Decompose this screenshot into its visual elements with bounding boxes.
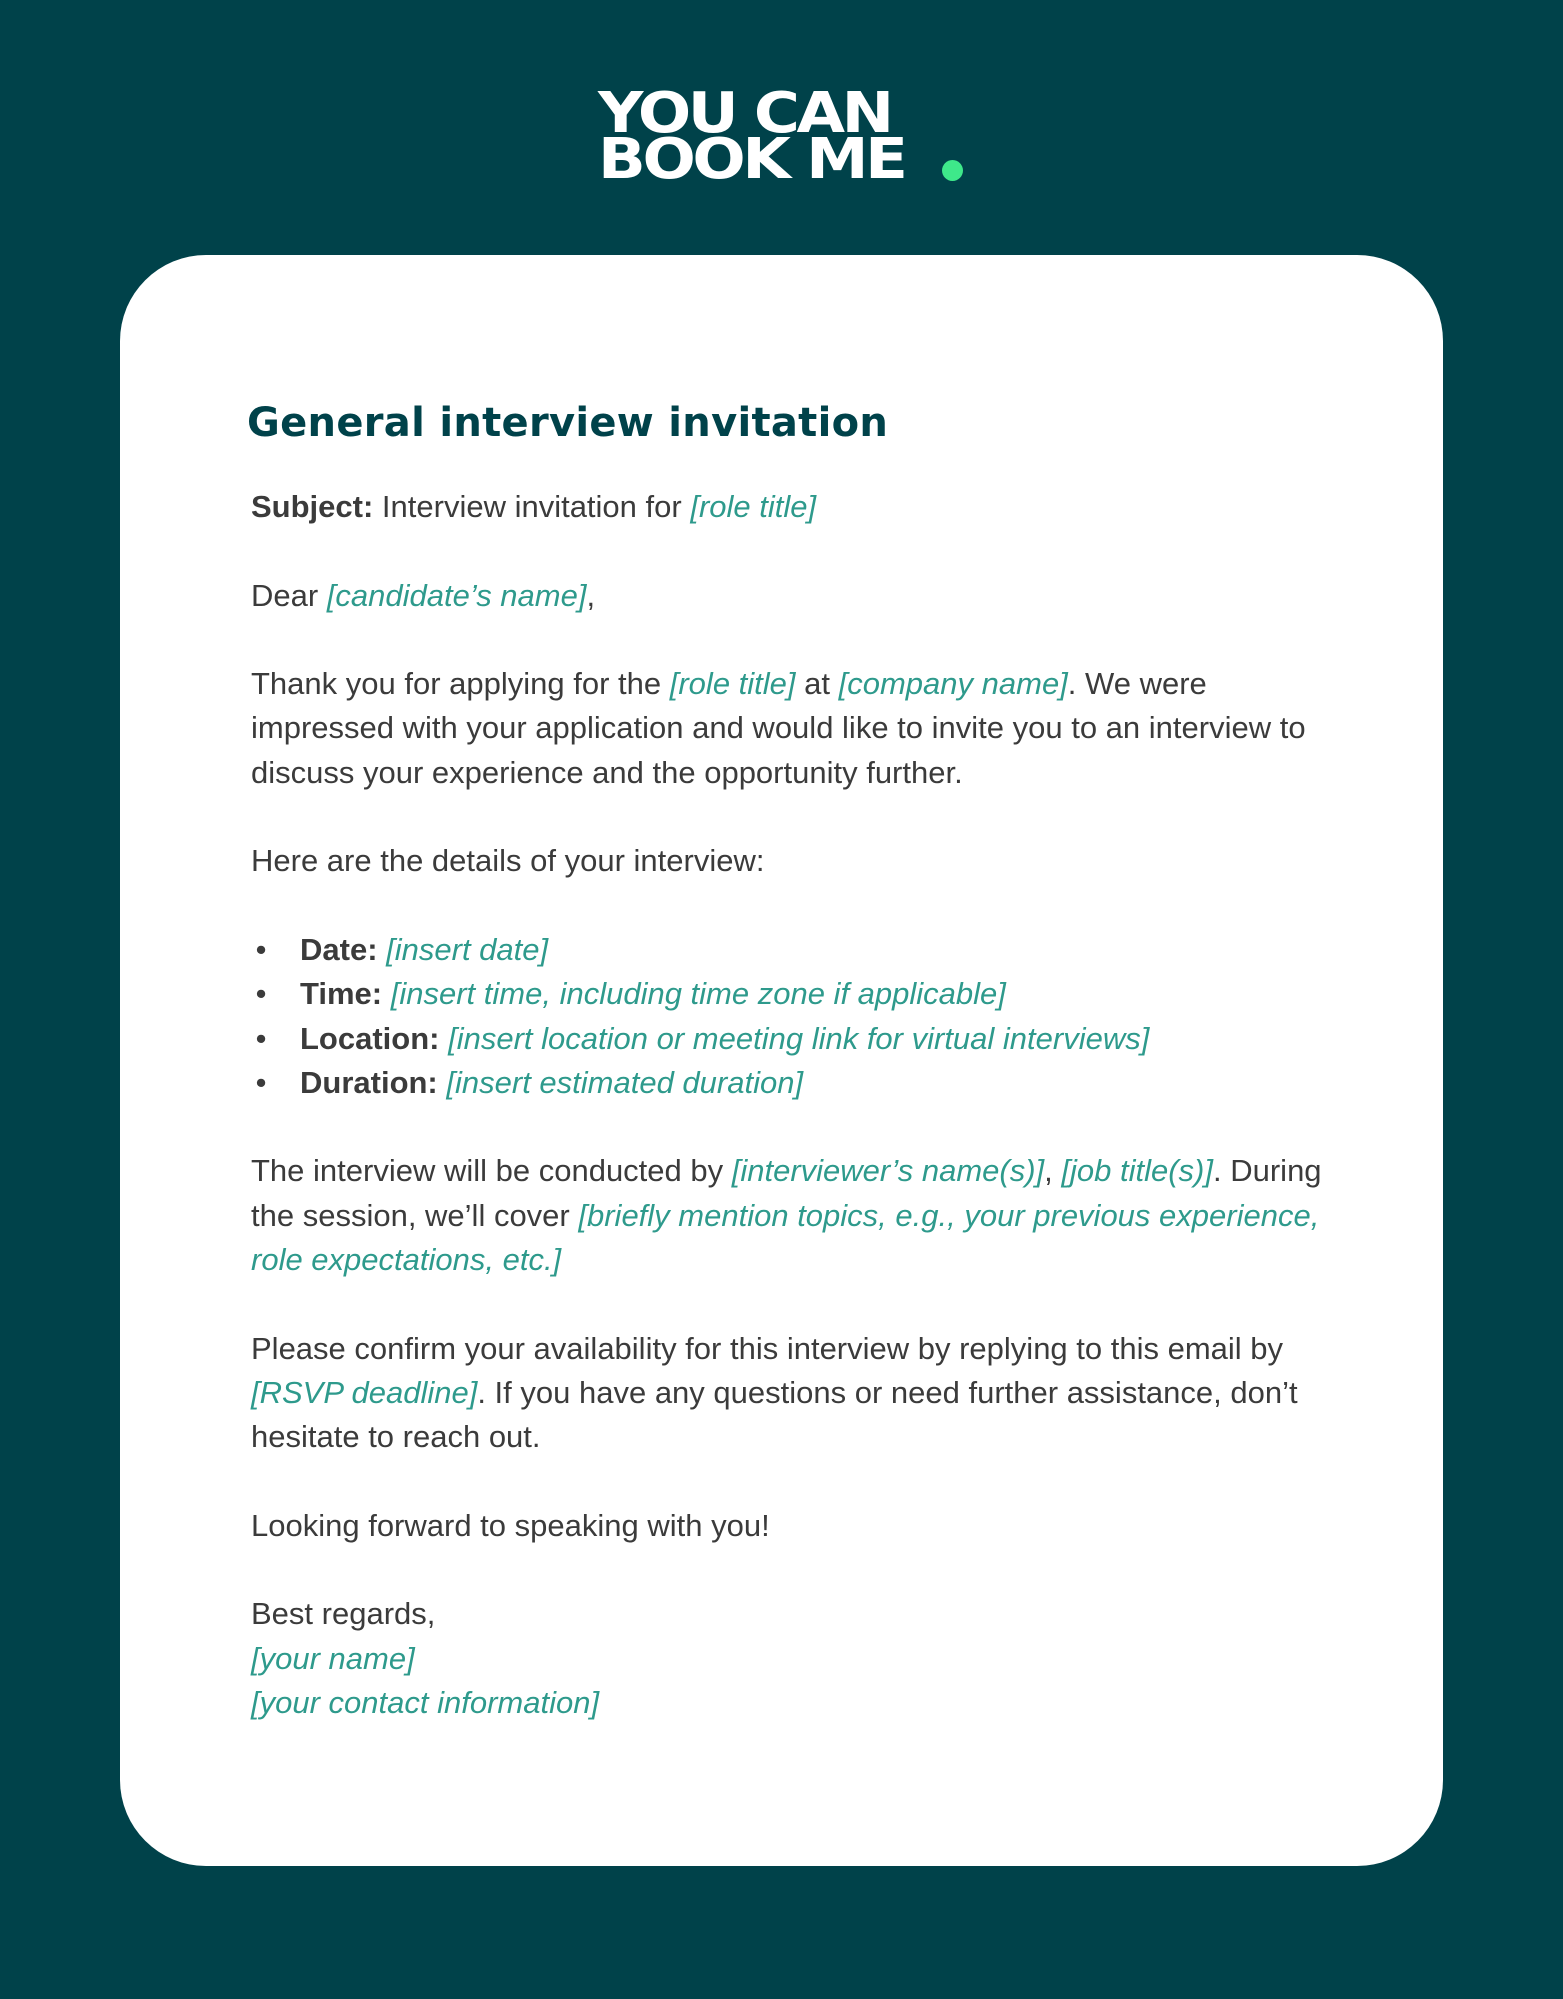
- your-name-placeholder: [your name]: [251, 1640, 415, 1676]
- template-card: [120, 255, 1443, 1866]
- page-title: General interview invitation: [247, 400, 889, 446]
- bullet-icon: •: [255, 1020, 267, 1056]
- detail-value-placeholder: [insert time, including time zone if applicable]: [390, 976, 1006, 1012]
- detail-location: [251, 1017, 1331, 1061]
- confirm-text-1: Please confirm your availability for this interview by replying to this email by: [251, 1330, 1284, 1366]
- greeting: [251, 574, 1331, 618]
- greeting-text: Dear: [251, 577, 327, 613]
- candidate-name-placeholder: [candidate’s name]: [326, 577, 587, 613]
- interview-details-list: [251, 928, 1331, 1105]
- details-intro: Here are the details of your interview:: [251, 843, 765, 879]
- signoff: [251, 1592, 1331, 1725]
- detail-value-placeholder: [insert estimated duration]: [446, 1064, 804, 1100]
- conducted-text-1: The interview will be conducted by: [251, 1153, 732, 1189]
- greeting-comma: ,: [586, 577, 596, 613]
- subject-line: [251, 485, 1331, 529]
- subject-text: Interview invitation for: [373, 489, 691, 524]
- rsvp-deadline-placeholder: [RSVP deadline]: [251, 1374, 478, 1410]
- conducted-text-3: . During the session, we’ll cover: [251, 1153, 1322, 1233]
- job-title-placeholder: [job title(s)]: [1061, 1153, 1213, 1189]
- subject-label: Subject:: [251, 489, 374, 524]
- logo-line-1: YOU CAN: [598, 81, 891, 146]
- detail-label: Date:: [300, 931, 378, 967]
- interviewer-name-placeholder: [interviewer’s name(s)]: [731, 1153, 1045, 1189]
- detail-label: Time:: [300, 976, 383, 1012]
- you-can-book-me-logo: [598, 81, 978, 192]
- detail-value-placeholder: [insert location or meeting link for virtual interviews]: [448, 1020, 1150, 1056]
- conducted-text-2: ,: [1044, 1153, 1062, 1189]
- detail-time: [251, 972, 1331, 1016]
- closing-line: Looking forward to speaking with you!: [251, 1507, 770, 1543]
- topics-placeholder: [briefly mention topics, e.g., your previous experience, role expectations, etc.]: [251, 1197, 1320, 1278]
- bullet-icon: •: [255, 931, 267, 967]
- intro-paragraph: [251, 662, 1331, 795]
- detail-date: [251, 928, 1331, 972]
- intro-text-2: at: [795, 666, 839, 702]
- detail-duration: [251, 1061, 1331, 1105]
- company-name-placeholder: [company name]: [838, 666, 1068, 702]
- logo-dot-icon: [942, 160, 963, 181]
- email-template-content: [247, 395, 1331, 1725]
- confirm-paragraph: [251, 1327, 1331, 1460]
- detail-label: Duration:: [300, 1064, 438, 1100]
- bullet-icon: •: [255, 1064, 267, 1100]
- contact-info-placeholder: [your contact information]: [251, 1685, 600, 1721]
- confirm-text-2: . If you have any questions or need further assistance, don’t hesitate to reach out.: [251, 1374, 1298, 1455]
- detail-label: Location:: [300, 1020, 440, 1056]
- intro-text-3: . We were impressed with your application and would like to invite you to an interview to discuss your experience and the opportunity further.: [251, 666, 1306, 790]
- signoff-regards: Best regards,: [251, 1596, 436, 1632]
- bullet-icon: •: [255, 976, 267, 1012]
- logo-line-2: BOOK ME: [598, 127, 905, 192]
- intro-text-1: Thank you for applying for the: [251, 666, 670, 702]
- detail-value-placeholder: [insert date]: [386, 931, 549, 967]
- subject-role-placeholder: [role title]: [690, 489, 817, 524]
- intro-role-placeholder: [role title]: [669, 666, 796, 702]
- interviewer-paragraph: [251, 1149, 1331, 1282]
